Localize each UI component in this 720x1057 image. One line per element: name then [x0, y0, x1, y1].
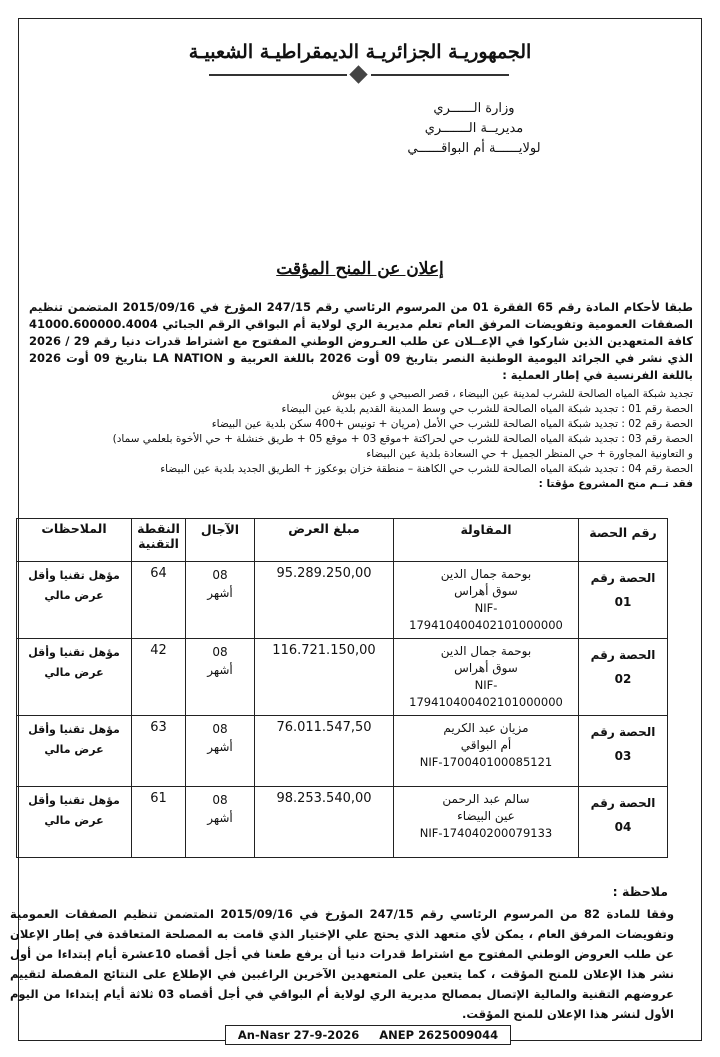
award-intro: فقد تــم منح المشروع مؤقتا :: [538, 478, 693, 490]
delay-unit: أشهر: [207, 811, 233, 825]
firm-city: سوق أهراس: [454, 584, 518, 598]
lot-label: الحصة رقم: [590, 648, 656, 662]
lot-item: الحصة رقم 02 : تجديد شبكة المياه الصالحة للشرب حي الأمل (مريان + تونيس +400 سكن بلدية عين البيضاء: [211, 418, 693, 430]
lot-number: 02: [614, 672, 632, 686]
operation-text: تجديد شبكة المياه الصالحة للشرب لمدينة عين البيضاء ، قصر الصبيحي و عين ببوش: [331, 388, 693, 400]
amount-cell: 95.289.250,00: [255, 562, 394, 639]
firm-nif: NIF-179410400402101000000: [409, 678, 563, 709]
province-line: لولايــــــة أم البواقــــــي: [407, 141, 541, 156]
ornament-divider: [209, 67, 509, 83]
lot-item: الحصة رقم 01 : تجديد شبكة المياه الصالحة للشرب حي وسط المدينة القديم بلدية عين البيضاء: [281, 403, 693, 415]
firm-cell: [394, 562, 579, 639]
lot-item: الحصة رقم 03 : تجديد شبكة المياه الصالحة للشرب حي لحراكتة +موقع 03 + موقع 05 + طريق خنشلة + حي الأخوة بلعلمي سماد): [112, 433, 693, 445]
delay-unit: أشهر: [207, 740, 233, 754]
delay-unit: أشهر: [207, 663, 233, 677]
amount-cell: 76.011.547,50: [255, 716, 394, 787]
lot-item: و التعاونية المجاورة + حي المنظر الجميل + حي السعادة بلدية عين البيضاء: [366, 448, 693, 460]
intro-text: طبقا لأحكام المادة رقم 65 الفقرة 01 من المرسوم الرئاسي رقم 247/15 المؤرخ في 2015/09/16 المتضمن تنظيم الصفقات العمومية وتفويضات المرفق العام تعلم مديرية الري لولاية أم البواقي الرقم الجبائي 41000.600000.4004 كافة المتعهدين الذين شاركوا في الإعــلان عن طلب العـروض الوطني المفتوح مع اشتراط قدرات دنيا رقم 29 / 2026 الذي نشر في الجرائد اليومية الوطنية النصر بتاريخ 09 أوت 2026 باللغة العربية و LA NATION بتاريخ 09 أوت 2026 باللغة الفرنسية في إطار العملية :: [29, 300, 694, 382]
firm-name: بوحمة جمال الدين: [440, 644, 532, 658]
firm-city: أم البواقي: [460, 738, 512, 752]
firm-city: سوق أهراس: [454, 661, 518, 675]
score-cell: 64: [132, 562, 186, 639]
table-header-row: [17, 519, 668, 562]
header-notes: الملاحظات: [17, 519, 132, 562]
header-amount: مبلغ العرض: [255, 519, 394, 562]
publication-footer: [225, 1025, 511, 1045]
notes-cell: مؤهل تقنيا وأقل عرض مالي: [17, 787, 132, 858]
ministry-line: وزارة الــــــري: [433, 101, 515, 116]
notes-cell: مؤهل تقنيا وأقل عرض مالي: [17, 562, 132, 639]
delay-cell: [186, 562, 255, 639]
lot-item: الحصة رقم 04 : تجديد شبكة المياه الصالحة للشرب حي الكاهنة – منطقة خزان بوعكوز + الطريق الجديد بلدية عين البيضاء: [160, 463, 693, 475]
announcement-title: إعلان عن المنح المؤقت: [276, 259, 444, 279]
awards-table: [16, 518, 668, 858]
delay-cell: [186, 787, 255, 858]
lot-cell: [579, 562, 668, 639]
firm-nif: NIF-179410400402101000000: [409, 601, 563, 632]
delay-number: 08: [212, 722, 228, 736]
delay-cell: [186, 639, 255, 716]
firm-cell: [394, 716, 579, 787]
notes-cell: مؤهل تقنيا وأقل عرض مالي: [17, 639, 132, 716]
newspaper-date: An-Nasr 27-9-2026: [237, 1028, 360, 1042]
firm-nif: NIF-170040100085121: [419, 755, 553, 769]
table-row: [17, 787, 668, 858]
issuer-block: [349, 99, 599, 159]
delay-number: 08: [212, 793, 228, 807]
table-row: [17, 716, 668, 787]
lot-cell: [579, 639, 668, 716]
lot-label: الحصة رقم: [590, 725, 656, 739]
delay-number: 08: [212, 645, 228, 659]
delay-number: 08: [212, 568, 228, 582]
lot-cell: [579, 787, 668, 858]
lot-number: 01: [614, 595, 632, 609]
score-cell: 63: [132, 716, 186, 787]
amount-cell: 116.721.150,00: [255, 639, 394, 716]
firm-nif: NIF-174040200079133: [419, 826, 553, 840]
firm-name: سالم عبد الرحمن: [442, 792, 530, 806]
firm-city: عين البيضاء: [457, 809, 515, 823]
delay-cell: [186, 716, 255, 787]
lot-number: 03: [614, 749, 632, 763]
amount-cell: 98.253.540,00: [255, 787, 394, 858]
lot-label: الحصة رقم: [590, 796, 656, 810]
score-cell: 42: [132, 639, 186, 716]
firm-cell: [394, 639, 579, 716]
firm-name: بوحمة جمال الدين: [440, 567, 532, 581]
header-firm: المقاولة: [394, 519, 579, 562]
header-delay: الآجال: [186, 519, 255, 562]
firm-name: مزيان عبد الكريم: [443, 721, 529, 735]
firm-cell: [394, 787, 579, 858]
remark-text: وفقا للمادة 82 من المرسوم الرئاسي رقم 247/15 المؤرخ في 2015/09/16 المتضمن تنظيم الصفقات العمومية وتفويضات المرفق العام ، يمكن لأي متعهد الذي يحتج علي الإختيار الذي قامت به المصلحة المتعاقدة في إطار الإعلان عن طلب العروض الوطني المفتوح مع اشتراط قدرات دنيا أن يرفع طعنا في أجل أقصاه 10عشرة أيام إبتداءا من أول نشر هذا الإعلان للمنح المؤقت ، كما يتعين على المتعهدين الآخرين الراغبين في الإطلاع على النتائج المفصلة لتقييم عروضهم التقنية والمالية الإتصال بمصالح مديرية الري لولاية أم البواقي في أجل أقصاه 03 ثلاثة أيام إبتداءا من اليوم الأول لنشر هذا الإعلان للمنح المؤقت.: [10, 907, 674, 1021]
ornament-line-right: [371, 74, 509, 76]
remark-label: ملاحظة :: [612, 884, 668, 899]
republic-heading: الجمهوريـة الجزائريـة الديمقراطيـة الشعبيـة: [188, 41, 532, 63]
lot-label: الحصة رقم: [590, 571, 656, 585]
table-row: [17, 562, 668, 639]
lots-list: [29, 387, 693, 492]
header-lot: رقم الحصة: [579, 519, 668, 562]
ornament-line-left: [209, 74, 347, 76]
table-row: [17, 639, 668, 716]
header-score: النقطة التقنية: [132, 519, 186, 562]
lot-number: 04: [614, 820, 632, 834]
directorate-line: مديريــة الـــــــري: [424, 121, 524, 136]
intro-paragraph: [29, 299, 693, 384]
delay-unit: أشهر: [207, 586, 233, 600]
diamond-icon: [349, 65, 367, 83]
lot-cell: [579, 716, 668, 787]
notes-cell: مؤهل تقنيا وأقل عرض مالي: [17, 716, 132, 787]
score-cell: 61: [132, 787, 186, 858]
anep-reference: ANEP 2625009044: [379, 1028, 499, 1042]
